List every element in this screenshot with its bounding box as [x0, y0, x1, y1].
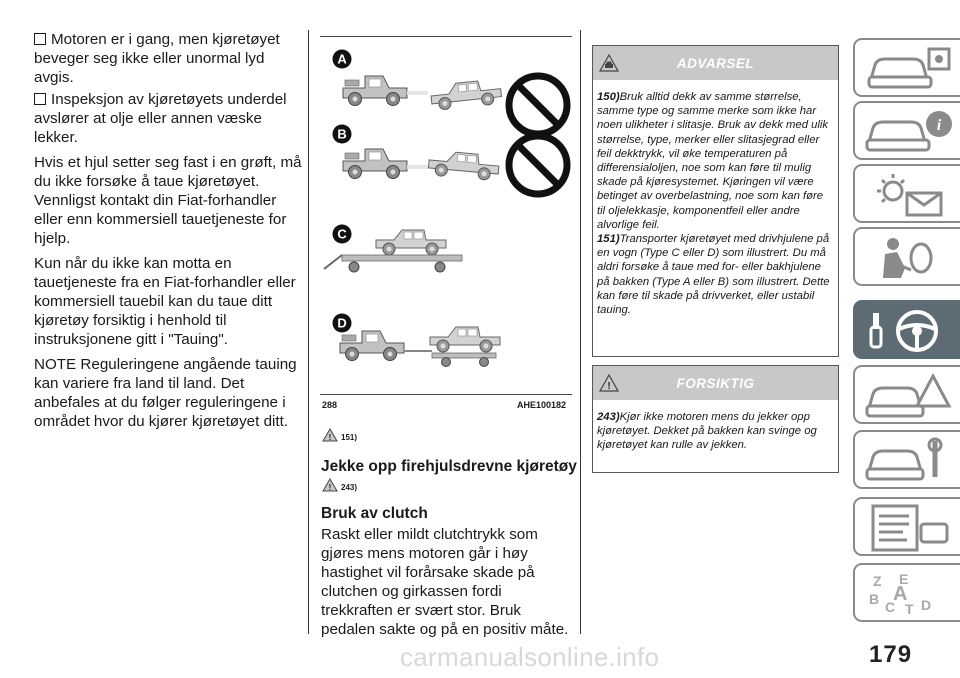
- caution-box: [592, 365, 839, 473]
- svg-text:B: B: [869, 591, 880, 607]
- maintenance-icon: [863, 437, 955, 485]
- warning-lights-icon: [863, 171, 955, 219]
- caution-box-body: [593, 400, 838, 459]
- warning-item-number: 151): [597, 233, 620, 246]
- note-paragraph: NOTE Reguleringene angående tauing kan variere fra land til land. Det anbefales at du følger reguleringene i området hvor du kjører kjøretøyet ditt.: [34, 356, 297, 430]
- warning-reference-number: 151): [341, 433, 358, 442]
- towing-figure: [320, 36, 572, 395]
- index-icon: [863, 570, 955, 618]
- caution-item: [597, 410, 834, 453]
- technical-data-tab[interactable]: [853, 497, 960, 556]
- svg-text:E: E: [899, 571, 909, 587]
- svg-text:A: A: [893, 583, 908, 605]
- column-divider: [580, 30, 581, 634]
- svg-text:!: !: [328, 483, 332, 492]
- airbag-safety-icon: [863, 234, 955, 282]
- caution-item-number: 243): [597, 411, 620, 423]
- towing-illustration: [320, 37, 572, 396]
- warning-item-text: Bruk alltid dekk av samme størrelse, samme type og samme merke som ikke har noen ulikheter i slitasje. Bruk av dekk med ulik størrelse, type, merker eller slitasjegrad eller feil dekktrykk, vil øke temperaturen på differensialoljen, noe som kan føre til mulig skade på kjøresystemet. Kjøringen vil være betinget av overbelastning, noe som kan føre til oljelekkasje, komponentfeil eller andre alvorlige feil.: [597, 91, 829, 231]
- bullet-item: [34, 30, 304, 87]
- svg-text:D: D: [921, 597, 932, 613]
- car-glance-tab[interactable]: [853, 38, 960, 97]
- svg-text:Z: Z: [873, 573, 882, 589]
- figure-label-a: A: [337, 51, 347, 67]
- left-column: [34, 30, 304, 437]
- bullet-text: Motoren er i gang, men kjøretøyet beveger seg ikke eller unormal lyd avgis.: [34, 31, 280, 86]
- prohibited-icon: [509, 136, 567, 194]
- maintenance-tab[interactable]: [853, 430, 960, 489]
- checkbox-icon: [34, 93, 46, 105]
- car-info-icon: [863, 108, 955, 156]
- checkbox-icon: [34, 33, 46, 45]
- page-number: 179: [869, 641, 913, 668]
- car-glance-icon: [863, 45, 955, 93]
- figure-number: 288: [322, 400, 338, 410]
- paragraph: Kun når du ikke kan motta en tauetjeneste fra en Fiat-forhandler eller kommersiell tauebil kan du taue ditt kjøretøy forsiktig i henhold til instruksjonene gitt i "Tauing".: [34, 255, 296, 348]
- warning-box: [592, 45, 839, 357]
- clutch-paragraph: Raskt eller mildt clutchtrykk som gjøres mens motoren går i høy hastighet vil forårsake skade på clutchen og girkassen fordi trekkraften er svært stor. Bruk pedalen sakte og på en positiv måte.: [321, 526, 569, 638]
- warning-lights-tab[interactable]: [853, 164, 960, 223]
- caution-reference: [322, 478, 357, 492]
- emergency-tab[interactable]: [853, 365, 960, 424]
- warning-item: [597, 90, 834, 232]
- car-info-tab[interactable]: [853, 101, 960, 160]
- svg-text:!: !: [328, 433, 332, 442]
- technical-data-icon: [863, 504, 955, 552]
- svg-text:T: T: [905, 601, 914, 617]
- emergency-icon: [863, 372, 955, 420]
- svg-text:!: !: [607, 381, 611, 392]
- caution-box-header: [593, 366, 838, 400]
- column-divider: [308, 30, 309, 634]
- figure-label-b: B: [337, 126, 347, 142]
- section-heading: Bruk av clutch: [321, 505, 428, 522]
- figure-code: AHE100182: [517, 400, 567, 410]
- section-heading: Jekke opp firehjulsdrevne kjøretøy: [321, 458, 577, 475]
- warning-item: [597, 232, 834, 317]
- warning-reference: [322, 428, 357, 442]
- warning-triangle-icon: [322, 428, 338, 442]
- bullet-text: Inspeksjon av kjøretøyets underdel avslører at olje eller annen væske lekker.: [34, 91, 287, 146]
- prohibited-icon: [509, 76, 567, 134]
- caution-reference-number: 243): [341, 483, 358, 492]
- warning-box-title: ADVARSEL: [676, 56, 755, 71]
- svg-text:i: i: [936, 117, 942, 134]
- caution-box-title: FORSIKTIG: [676, 376, 755, 391]
- caution-item-text: Kjør ikke motoren mens du jekker opp kjøretøyet. Dekket på bakken kan svinge og kjøretøyet kan rulle av jekken.: [597, 411, 817, 452]
- key-steering-icon: [863, 307, 955, 355]
- paragraph: Hvis et hjul setter seg fast i en grøft, må du ikke forsøke å taue kjøretøyet. Vennligst kontakt din Fiat-forhandler eller enn kommersiell tauetjeneste for hjelp.: [34, 154, 302, 247]
- airbag-safety-tab[interactable]: [853, 227, 960, 286]
- key-steering-tab[interactable]: [853, 300, 960, 359]
- figure-label-c: C: [337, 226, 347, 242]
- warning-box-body: [593, 80, 838, 323]
- caution-triangle-icon: [322, 478, 338, 492]
- warning-item-text: Transporter kjøretøyet med drivhjulene på en vogn (Type C eller D) som illustrert. Du må aldri forsøke å taue med for- eller bakhjulene på bakken (Type A eller B) som illustrert. Dette kan føre til skade på drivverket, eller ustabil tauing.: [597, 233, 830, 317]
- figure-label-d: D: [337, 315, 347, 331]
- warning-box-header: [593, 46, 838, 80]
- svg-text:C: C: [885, 599, 896, 615]
- warning-item-number: 150): [597, 91, 620, 103]
- index-tab[interactable]: [853, 563, 960, 622]
- watermark: carmanualsonline.info: [400, 642, 660, 672]
- bullet-item: [34, 90, 304, 147]
